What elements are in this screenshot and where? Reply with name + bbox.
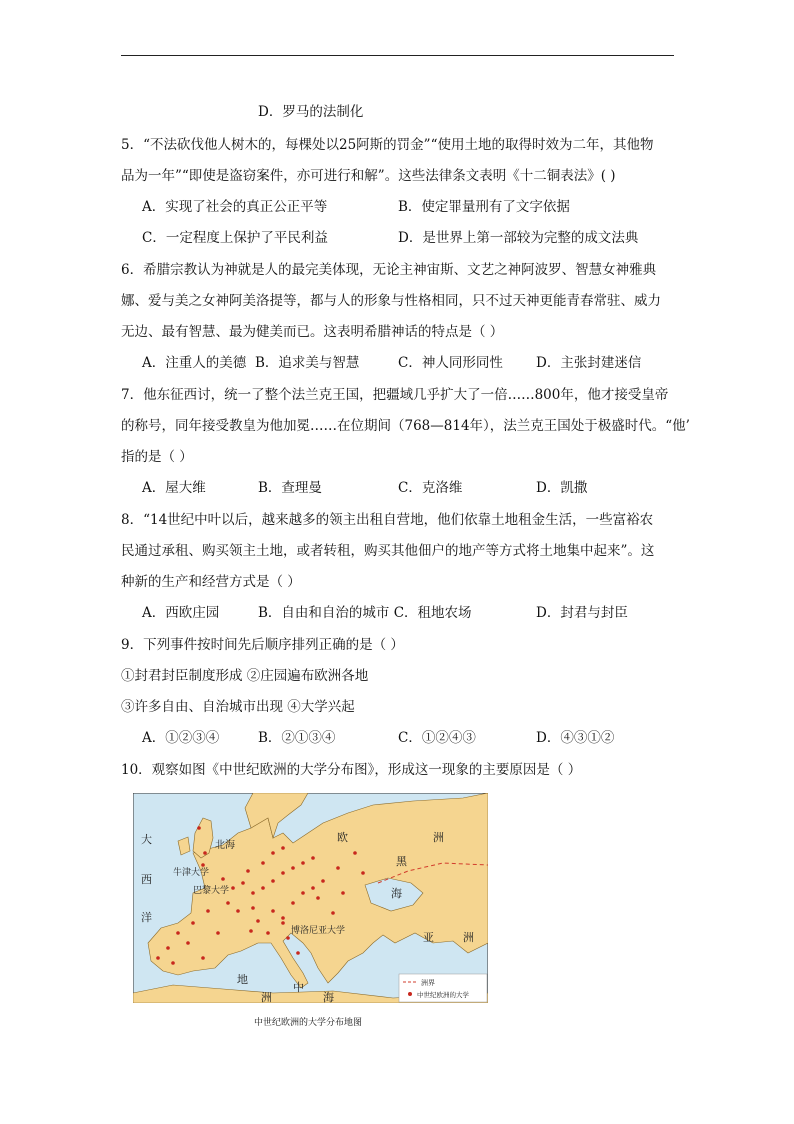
q7-stem-line-1: 7．他东征西讨，统一了整个法兰克王国，把疆域几乎扩大了一倍……800年，他才接受皇帝	[121, 387, 669, 403]
q10-stem-line-1: 10．观察如图《中世纪欧洲的大学分布图》，形成这一现象的主要原因是（ ）	[121, 762, 582, 778]
map-university-dot	[316, 896, 320, 900]
map-university-dot	[231, 886, 235, 890]
q6-option-b: B．追求美与智慧	[255, 355, 360, 371]
q8-stem-line-3: 种新的生产和经营方式是（ ）	[121, 574, 301, 590]
map-legend	[399, 974, 487, 1002]
q9-option-b: B．②①③④	[258, 730, 336, 746]
map-university-dot	[221, 877, 225, 881]
map-label-xi: 西	[141, 873, 152, 886]
map-university-dot	[266, 931, 270, 935]
map-university-dot	[226, 901, 230, 905]
map-university-dot	[176, 931, 180, 935]
map-university-dot	[216, 931, 220, 935]
map-university-dot	[197, 826, 201, 830]
q7-option-c: C．克洛维	[398, 480, 463, 496]
map-label-hai2: 海	[323, 991, 334, 1003]
map-university-dot	[201, 956, 205, 960]
map-university-dot	[291, 866, 295, 870]
map-university-dot	[256, 919, 260, 923]
q5-option-d: D．是世界上第一部较为完整的成文法典	[398, 230, 639, 246]
map-university-dot	[281, 871, 285, 875]
q9-option-c: C．①②④③	[398, 730, 476, 746]
map-university-dot	[301, 861, 305, 865]
q8-stem-line-2: 民通过承租、购买领主土地，或者转租，购买其他佃户的地产等方式将土地集中起来”。这	[121, 543, 655, 559]
map-university-dot	[261, 861, 265, 865]
map-legend-boundary: 洲界	[421, 979, 435, 987]
q6-option-a: A．注重人的美德	[142, 355, 247, 371]
q6-stem-line-3: 无边、最有智慧、最为健美而已。这表明希腊神话的特点是（ ）	[121, 324, 504, 340]
map-university-dot	[241, 881, 245, 885]
q5-stem-line-1: 5．“不法砍伐他人树木的，每棵处以25阿斯的罚金”“使用土地的取得时效为二年，其他物	[121, 137, 654, 153]
map-university-dot	[271, 851, 275, 855]
q6-option-c: C．神人同形同性	[398, 355, 503, 371]
map-university-dot	[353, 851, 357, 855]
map-university-dot	[311, 856, 315, 860]
map-legend-dot-swatch	[408, 992, 412, 996]
map-label-da: 大	[141, 833, 152, 846]
map-university-dot	[311, 886, 315, 890]
map-university-dot	[271, 879, 275, 883]
q8-stem-line-1: 8．“14世纪中叶以后，越来越多的领主出租自营地，他们依靠土地租金生活，一些富裕农	[121, 512, 654, 528]
map-legend-university: 中世纪欧洲的大学	[417, 991, 469, 999]
map-label-fei-zhou: 洲	[261, 991, 272, 1003]
map-label-paris: 巴黎大学	[193, 886, 230, 896]
q7-stem-line-3: 指的是（ ）	[121, 449, 193, 465]
q6-option-d: D．主张封建迷信	[536, 355, 642, 371]
q6-stem-line-2: 娜、爱与美之女神阿美洛提等，都与人的形象与性格相同，只不过天神更能青春常驻、威力	[121, 293, 661, 309]
map-university-dot	[331, 911, 335, 915]
map-university-dot	[286, 936, 290, 940]
q5-stem-line-2: 品为一年”“即使是盗窃案件，亦可进行和解”。这些法律条文表明《十二铜表法》( )	[121, 168, 616, 184]
map-label-oxford: 牛津大学	[173, 868, 210, 878]
map-university-dot	[261, 886, 265, 890]
map-university-dot	[341, 891, 345, 895]
map-label-north-sea: 北海	[215, 840, 235, 851]
map-university-dot	[281, 916, 285, 920]
map-university-dot	[281, 921, 285, 925]
map-label-di: 地	[237, 973, 248, 986]
map-label-bologna: 博洛尼亚大学	[291, 926, 346, 936]
q6-stem-line-1: 6．希腊宗教认为神就是人的最完美体现，无论主神宙斯、文艺之神阿波罗、智慧女神雅典	[121, 262, 657, 278]
map-university-dot	[171, 961, 175, 965]
map-label-yang: 洋	[141, 911, 152, 924]
q8-option-d: D．封君与封臣	[536, 605, 628, 621]
map-label-ou: 欧	[337, 831, 348, 844]
map-university-dot	[296, 951, 300, 955]
map-label-zhou: 洲	[433, 831, 444, 844]
q7-option-b: B．查理曼	[258, 480, 322, 496]
map-university-dot	[236, 909, 240, 913]
q7-option-a: A．屋大维	[142, 480, 206, 496]
map-university-dot	[281, 846, 285, 850]
map-university-dot	[251, 906, 255, 910]
map-university-dot	[361, 871, 365, 875]
q5-option-b: B．使定罪量刑有了文字依据	[398, 199, 570, 215]
q5-option-a: A．实现了社会的真正公正平等	[142, 199, 328, 215]
map-label-hai: 海	[391, 887, 402, 900]
map-university-dot	[249, 929, 253, 933]
q9-option-d: D．④③①②	[536, 730, 615, 746]
medieval-europe-university-map	[133, 793, 488, 1003]
q4-option-d: D．罗马的法制化	[258, 104, 364, 120]
map-university-dot	[336, 866, 340, 870]
q8-option-a: A．西欧庄园	[142, 605, 220, 621]
map-university-dot	[203, 851, 207, 855]
map-university-dot	[321, 879, 325, 883]
map-label-zhong: 中	[293, 981, 304, 994]
q9-event-line-2: ③许多自由、自治城市出现 ④大学兴起	[121, 699, 355, 715]
map-university-dot	[271, 909, 275, 913]
map-university-dot	[251, 891, 255, 895]
q8-option-b: B．自由和自治的城市 C．租地农场	[258, 605, 472, 621]
map-university-dot	[291, 901, 295, 905]
map-caption: 中世纪欧洲的大学分布地图	[254, 1018, 363, 1028]
map-university-dot	[191, 921, 195, 925]
q9-stem-line-1: 9．下列事件按时间先后顺序排列正确的是（ ）	[121, 637, 404, 653]
map-university-dot	[206, 909, 210, 913]
q7-option-d: D．凯撒	[536, 480, 588, 496]
q5-option-c: C．一定程度上保护了平民利益	[142, 230, 328, 246]
map-label-ya: 亚	[423, 931, 434, 944]
header-rule	[121, 55, 674, 56]
map-university-dot	[201, 863, 205, 867]
q9-option-a: A．①②③④	[142, 730, 220, 746]
map-label-hei: 黑	[396, 855, 407, 868]
q7-stem-line-2: 的称号，同年接受教皇为他加冕……在位期间（768—814年），法兰克王国处于极盛时代。“他’	[121, 418, 690, 434]
map-university-dot	[166, 946, 170, 950]
q9-event-line-1: ①封君封臣制度形成 ②庄园遍布欧洲各地	[121, 668, 369, 684]
map-university-dot	[156, 956, 160, 960]
map-label-zhou2: 洲	[463, 931, 474, 944]
map-university-dot	[186, 941, 190, 945]
map-university-dot	[301, 891, 305, 895]
map-university-dot	[246, 869, 250, 873]
